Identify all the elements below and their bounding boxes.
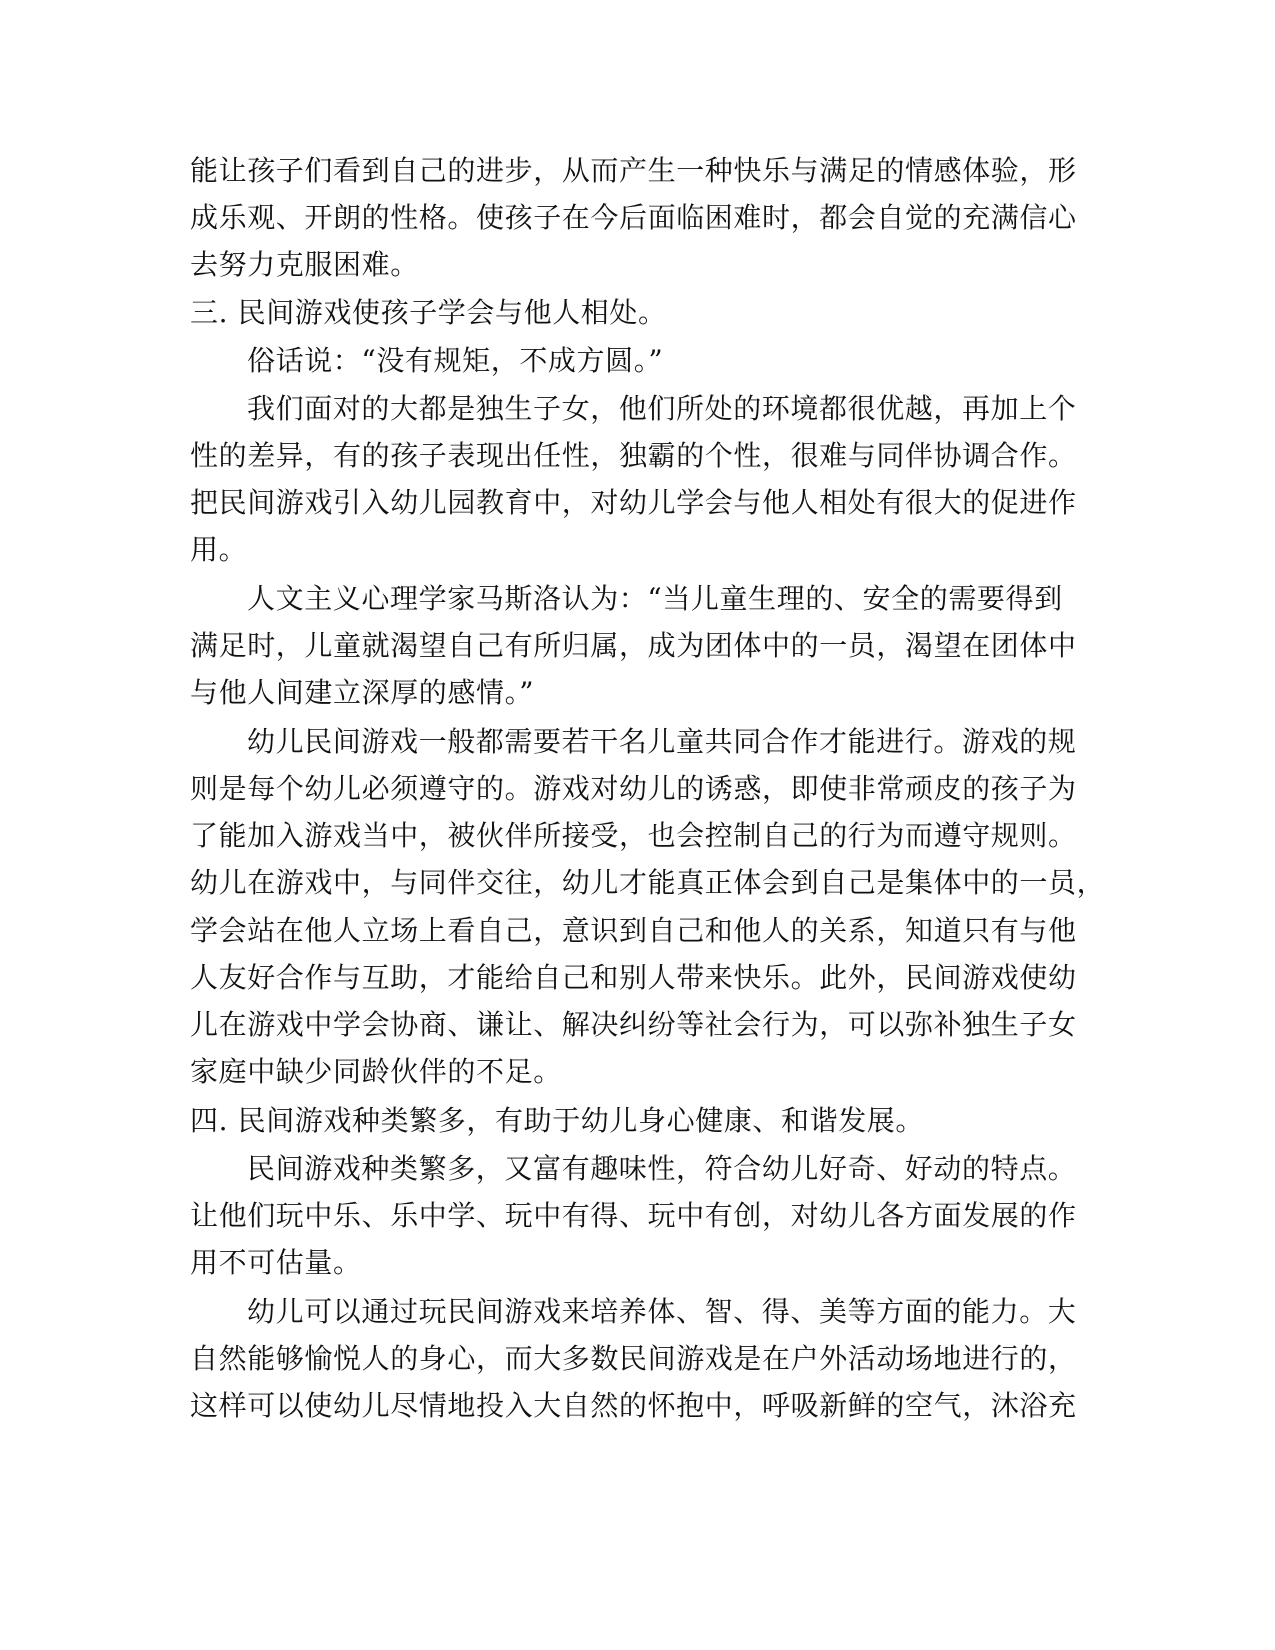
text-line: 与他人间建立深厚的感情。” (190, 676, 535, 709)
text-line: 这样可以使幼儿尽情地投入大自然的怀抱中，呼吸新鲜的空气，沐浴充 (190, 1389, 1077, 1422)
text-line: 自然能够愉悦人的身心，而大多数民间游戏是在户外活动场地进行的， (190, 1342, 1077, 1375)
text-line: 学会站在他人立场上看自己，意识到自己和他人的关系，知道只有与他 (190, 914, 1077, 947)
text-line: 成乐观、开朗的性格。使孩子在今后面临困难时，都会自觉的充满信心 (190, 201, 1077, 234)
section-heading: 四. 民间游戏种类繁多，有助于幼儿身心健康、和谐发展。 (190, 1104, 925, 1137)
text-line: 俗话说：“没有规矩，不成方圆。” (247, 344, 664, 377)
text-line: 家庭中缺少同龄伙伴的不足。 (190, 1055, 562, 1088)
text-line: 民间游戏种类繁多，又富有趣味性，符合幼儿好奇、好动的特点。 (247, 1152, 1077, 1185)
text-line: 人文主义心理学家马斯洛认为：“当儿童生理的、安全的需要得到 (247, 582, 1063, 615)
text-line: 了能加入游戏当中，被伙伴所接受，也会控制自己的行为而遵守规则。 (190, 819, 1077, 852)
text-line: 幼儿在游戏中，与同伴交往，幼儿才能真正体会到自己是集体中的一员， (190, 866, 1106, 899)
text-line: 幼儿民间游戏一般都需要若干名儿童共同合作才能进行。游戏的规 (247, 725, 1077, 758)
text-line: 幼儿可以通过玩民间游戏来培养体、智、得、美等方面的能力。大 (247, 1295, 1077, 1328)
section-heading: 三. 民间游戏使孩子学会与他人相处。 (190, 296, 667, 329)
text-line: 把民间游戏引入幼儿园教育中，对幼儿学会与他人相处有很大的促进作 (190, 486, 1077, 519)
text-line: 用不可估量。 (190, 1246, 362, 1279)
text-line: 去努力克服困难。 (190, 248, 419, 281)
text-line: 性的差异，有的孩子表现出任性，独霸的个性，很难与同伴协调合作。 (190, 439, 1077, 472)
text-line: 用。 (190, 533, 248, 566)
text-line: 则是每个幼儿必须遵守的。游戏对幼儿的诱惑，即使非常顽皮的孩子为 (190, 772, 1077, 805)
text-line: 让他们玩中乐、乐中学、玩中有得、玩中有创，对幼儿各方面发展的作 (190, 1199, 1077, 1232)
text-line: 人友好合作与互助，才能给自己和别人带来快乐。此外，民间游戏使幼 (190, 961, 1077, 994)
text-line: 我们面对的大都是独生子女，他们所处的环境都很优越，再加上个 (247, 392, 1077, 425)
text-line: 儿在游戏中学会协商、谦让、解决纠纷等社会行为，可以弥补独生子女 (190, 1008, 1077, 1041)
text-line: 满足时，儿童就渴望自己有所归属，成为团体中的一员，渴望在团体中 (190, 629, 1077, 662)
text-line: 能让孩子们看到自己的进步，从而产生一种快乐与满足的情感体验，形 (190, 154, 1077, 187)
